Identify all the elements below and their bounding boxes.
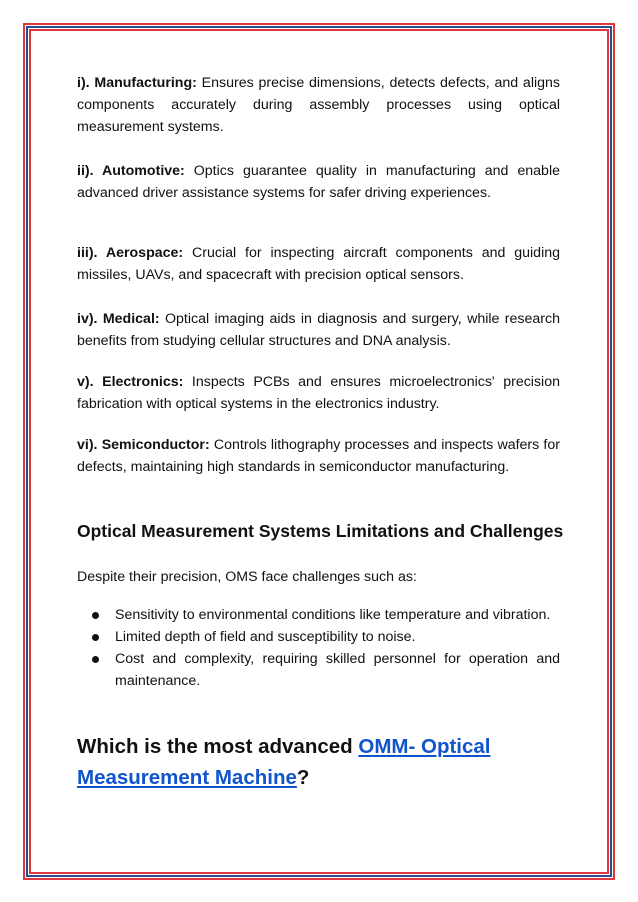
bullet-icon (92, 634, 99, 641)
list-item (77, 648, 560, 692)
bullet-icon (92, 612, 99, 619)
application-text: Ensures precise dimensions, detects defects, and aligns components accurately during assembly processes using optical measurement systems. (77, 75, 560, 135)
final-heading-suffix: ? (296, 766, 310, 789)
list-item-text: Sensitivity to environmental conditions like temperature and vibration. (115, 607, 551, 623)
final-heading-prefix: Which is the most advanced (77, 735, 359, 758)
application-label: iv). Medical: (77, 311, 160, 327)
application-semiconductor (77, 434, 560, 478)
application-text: Inspects PCBs and ensures microelectronics' precision fabrication with optical systems in the electronics industry. (77, 374, 560, 412)
list-item (77, 604, 560, 626)
application-label: v). Electronics: (77, 374, 184, 390)
list-item-text: Cost and complexity, requiring skilled personnel for operation and maintenance. (115, 651, 560, 689)
application-label: ii). Automotive: (77, 163, 185, 179)
application-text: Controls lithography processes and inspects wafers for defects, maintaining high standards in semiconductor manufacturing. (77, 437, 560, 475)
application-label: i). Manufacturing: (77, 75, 197, 91)
bullet-icon (92, 656, 99, 663)
limitations-heading: Optical Measurement Systems Limitations and Challenges (77, 521, 564, 541)
omm-link[interactable]: OMM- Optical Measurement Machine (77, 735, 491, 789)
limitations-intro: Despite their precision, OMS face challenges such as: (77, 569, 417, 585)
application-label: iii). Aerospace: (77, 245, 184, 261)
application-aerospace (77, 242, 560, 286)
final-heading (77, 731, 560, 793)
application-electronics (77, 371, 560, 415)
application-manufacturing (77, 72, 560, 138)
application-label: vi). Semiconductor: (77, 437, 210, 453)
application-automotive (77, 160, 560, 204)
application-text: Optics guarantee quality in manufacturing and enable advanced driver assistance systems for safer driving experiences. (77, 163, 560, 201)
list-item-text: Limited depth of field and susceptibility to noise. (115, 629, 416, 645)
application-text: Crucial for inspecting aircraft components and guiding missiles, UAVs, and spacecraft with precision optical sensors. (77, 245, 561, 283)
list-item (77, 626, 560, 648)
application-text: Optical imaging aids in diagnosis and surgery, while research benefits from studying cellular structures and DNA analysis. (77, 311, 560, 349)
application-medical (77, 308, 560, 352)
limitations-list (77, 604, 560, 692)
